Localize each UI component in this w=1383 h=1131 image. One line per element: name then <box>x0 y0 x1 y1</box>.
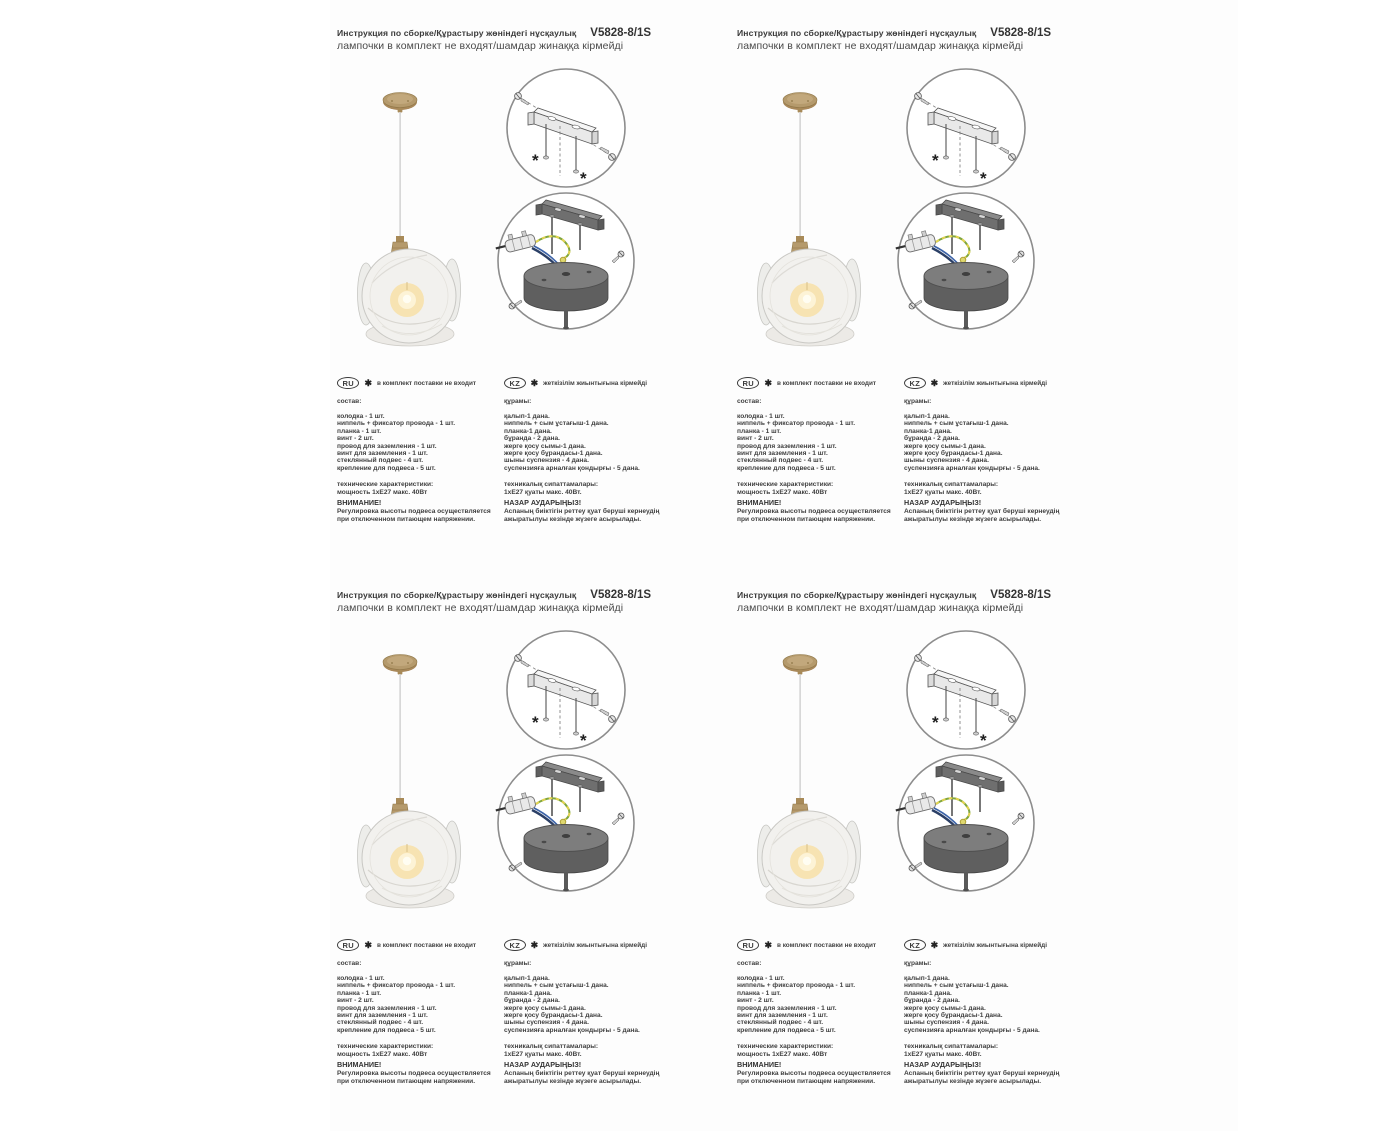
ru-parts-header: состав: <box>737 960 762 967</box>
ru-tech-block <box>337 1043 501 1085</box>
ru-part-item: винт для заземления - 1 шт. <box>737 1012 828 1020</box>
kz-part-item: шыны суспензия - 4 дана. <box>504 457 589 465</box>
bracket-mounting-diagram <box>496 66 636 190</box>
ru-warning-body: Регулировка высоты подвеса осуществляется при отключенном питающем напряжении. <box>337 1070 491 1085</box>
kz-tech-power: 1хЕ27 қуаты макс. 40Вт. <box>904 1050 982 1058</box>
kz-language-badge: KZ <box>504 939 526 951</box>
kz-warning-body: Аспаның биіктігін реттеу қуат беруші кернеудің ажыратылуы кезінде жүзеге асырылады. <box>504 1070 660 1085</box>
ru-part-item: планка - 1 шт. <box>337 989 382 997</box>
asterisk-icon: ✱ <box>364 377 372 388</box>
ru-part-item: винт - 2 шт. <box>737 997 774 1005</box>
pendant-lamp-photo <box>352 68 477 363</box>
ru-part-item: винт - 2 шт. <box>737 435 774 443</box>
kz-tech-header: техникалық сипаттамалары: <box>504 481 599 489</box>
ru-tech-power: мощность 1хЕ27 макс. 40Вт <box>737 488 828 496</box>
ru-part-item: колодка - 1 шт. <box>337 975 385 982</box>
ru-tech-power: мощность 1хЕ27 макс. 40Вт <box>737 1050 828 1058</box>
instruction-sheet <box>730 22 1083 567</box>
kz-not-included-note: жеткізілім жиынтығына кірмейді <box>543 941 647 949</box>
ru-part-item: ниппель + фиксатор провода - 1 шт. <box>737 982 856 990</box>
ru-tech-block <box>337 481 501 523</box>
ru-language-badge: RU <box>337 377 359 389</box>
ru-tech-power: мощность 1хЕ27 макс. 40Вт <box>337 1050 428 1058</box>
kz-parts-header: құрамы: <box>504 960 532 967</box>
wiring-diagram-drawing <box>488 188 644 336</box>
asterisk-mark-2: * <box>980 731 987 750</box>
kz-parts-list <box>504 413 682 472</box>
kz-part-item: планка-1 дана. <box>504 427 552 435</box>
kz-part-item: қалып-1 дана. <box>904 975 950 982</box>
sheet-title: Инструкция по сборке/Құрастыру жөніндегі нұсқаулық <box>737 28 977 38</box>
ru-tech-block <box>737 481 901 523</box>
ru-part-item: винт для заземления - 1 шт. <box>337 1012 428 1020</box>
ru-part-item: ниппель + фиксатор провода - 1 шт. <box>737 420 856 428</box>
kz-tech-block <box>904 481 1082 523</box>
instruction-sheet <box>330 584 683 1129</box>
kz-tech-header: техникалық сипаттамалары: <box>504 1043 599 1051</box>
kz-part-item: планка-1 дана. <box>904 427 952 435</box>
ru-tech-header: технические характеристики: <box>737 481 834 489</box>
ru-part-item: стеклянный подвес - 4 шт. <box>737 457 824 465</box>
ru-warning-body: Регулировка высоты подвеса осуществляется при отключенном питающем напряжении. <box>337 508 491 523</box>
kz-tech-header: техникалық сипаттамалары: <box>904 481 999 489</box>
ru-part-item: стеклянный подвес - 4 шт. <box>337 1019 424 1027</box>
sheet-subtitle: лампочки в комплект не входят/шамдар жинаққа кірмейді <box>737 602 1024 614</box>
asterisk-icon: ✱ <box>364 939 372 950</box>
ru-badge-row <box>337 376 501 390</box>
kz-part-item: ниппель + сым ұстағыш-1 дана. <box>904 982 1009 990</box>
pendant-lamp-drawing <box>352 68 477 363</box>
asterisk-icon: ✱ <box>764 377 772 388</box>
ru-tech-block <box>737 1043 901 1085</box>
kz-part-item: жерге қосу сымы-1 дана. <box>904 1004 986 1012</box>
asterisk-icon: ✱ <box>530 377 539 388</box>
title-row <box>337 27 681 39</box>
title-row <box>737 27 1081 39</box>
canopy-wiring-diagram <box>488 750 644 898</box>
ru-parts-header: состав: <box>337 960 362 967</box>
ru-part-item: винт для заземления - 1 шт. <box>337 450 428 458</box>
kz-parts-list <box>904 413 1082 472</box>
asterisk-mark-2: * <box>980 169 987 188</box>
kz-badge-row <box>904 376 1082 390</box>
kz-column <box>904 376 1082 523</box>
kz-language-badge: KZ <box>904 939 926 951</box>
asterisk-mark-1: * <box>532 151 539 170</box>
sheet-title: Инструкция по сборке/Құрастыру жөніндегі нұсқаулық <box>337 590 577 600</box>
kz-parts-header: құрамы: <box>904 398 932 405</box>
asterisk-mark-1: * <box>932 151 939 170</box>
ru-warning-body: Регулировка высоты подвеса осуществляется при отключенном питающем напряжении. <box>737 508 891 523</box>
kz-parts-header: құрамы: <box>904 960 932 967</box>
model-code: V5828-8/1S <box>590 589 652 601</box>
ru-parts-header: состав: <box>737 398 762 405</box>
kz-badge-row <box>504 376 682 390</box>
ru-part-item: провод для заземления - 1 шт. <box>337 442 437 450</box>
ru-not-included-note: в комплект поставки не входит <box>376 941 477 949</box>
pendant-lamp-drawing <box>752 630 877 925</box>
ru-part-item: винт - 2 шт. <box>337 435 374 443</box>
asterisk-icon: ✱ <box>764 939 772 950</box>
bracket-diagram-drawing <box>896 66 1036 190</box>
ru-parts-header: состав: <box>337 398 362 405</box>
ceiling-canopy <box>783 93 817 113</box>
kz-part-item: бұранда - 2 дана. <box>504 997 560 1005</box>
ru-part-item: стеклянный подвес - 4 шт. <box>737 1019 824 1027</box>
sheet-header <box>337 27 681 52</box>
kz-part-item: бұранда - 2 дана. <box>904 435 960 443</box>
ru-part-item: планка - 1 шт. <box>337 427 382 435</box>
ru-part-item: планка - 1 шт. <box>737 427 782 435</box>
ru-badge-row <box>737 938 901 952</box>
kz-part-item: бұранда - 2 дана. <box>904 997 960 1005</box>
ru-part-item: крепление для подвеса - 5 шт. <box>737 1026 836 1034</box>
bracket-diagram-drawing <box>496 628 636 752</box>
ru-tech-power: мощность 1хЕ27 макс. 40Вт <box>337 488 428 496</box>
kz-badge-row <box>904 938 1082 952</box>
kz-not-included-note: жеткізілім жиынтығына кірмейді <box>943 941 1047 949</box>
kz-part-item: қалып-1 дана. <box>904 413 950 420</box>
asterisk-icon: ✱ <box>930 939 939 950</box>
ru-parts-list <box>337 975 501 1034</box>
canopy-wiring-diagram <box>488 188 644 336</box>
asterisk-icon: ✱ <box>530 939 539 950</box>
kz-part-item: жерге қосу бұрандасы-1 дана. <box>904 450 1003 458</box>
title-row <box>737 589 1081 601</box>
kz-not-included-note: жеткізілім жиынтығына кірмейді <box>943 379 1047 387</box>
ru-part-item: колодка - 1 шт. <box>737 975 785 982</box>
kz-warning-body: Аспаның биіктігін реттеу қуат беруші кернеудің ажыратылуы кезінде жүзеге асырылады. <box>904 508 1060 523</box>
ru-part-item: ниппель + фиксатор провода - 1 шт. <box>337 982 456 990</box>
canopy-wiring-diagram <box>888 188 1044 336</box>
sheet-subtitle: лампочки в комплект не входят/шамдар жинаққа кірмейді <box>337 602 624 614</box>
model-code: V5828-8/1S <box>590 27 652 39</box>
kz-language-badge: KZ <box>904 377 926 389</box>
ru-warning-title: ВНИМАНИЕ! <box>737 1060 782 1070</box>
kz-part-item: қалып-1 дана. <box>504 413 550 420</box>
ru-part-item: винт - 2 шт. <box>337 997 374 1005</box>
ru-parts-list <box>337 413 501 472</box>
sheet-title: Инструкция по сборке/Құрастыру жөніндегі нұсқаулық <box>737 590 977 600</box>
ru-part-item: провод для заземления - 1 шт. <box>737 1004 837 1012</box>
kz-tech-block <box>504 1043 682 1085</box>
instruction-sheet <box>730 584 1083 1129</box>
pendant-lamp-photo <box>752 68 877 363</box>
ru-part-item: стеклянный подвес - 4 шт. <box>337 457 424 465</box>
kz-parts-list <box>904 975 1082 1034</box>
kz-not-included-note: жеткізілім жиынтығына кірмейді <box>543 379 647 387</box>
ru-tech-header: технические характеристики: <box>737 1043 834 1051</box>
pendant-lamp-photo <box>752 630 877 925</box>
pendant-lamp-drawing <box>752 68 877 363</box>
wiring-diagram-drawing <box>888 750 1044 898</box>
ru-warning-title: ВНИМАНИЕ! <box>337 1060 382 1070</box>
kz-part-item: жерге қосу сымы-1 дана. <box>504 1004 586 1012</box>
ru-not-included-note: в комплект поставки не входит <box>376 379 477 387</box>
ru-column <box>737 938 901 1085</box>
bracket-mounting-diagram <box>896 66 1036 190</box>
kz-parts-list <box>504 975 682 1034</box>
kz-part-item: бұранда - 2 дана. <box>504 435 560 443</box>
pendant-lamp-photo <box>352 630 477 925</box>
kz-part-item: суспензияға арналған қондырғы - 5 дана. <box>904 1026 1040 1034</box>
ru-warning-body: Регулировка высоты подвеса осуществляется при отключенном питающем напряжении. <box>737 1070 891 1085</box>
ru-warning-title: ВНИМАНИЕ! <box>737 498 782 508</box>
kz-tech-block <box>904 1043 1082 1085</box>
ru-part-item: провод для заземления - 1 шт. <box>337 1004 437 1012</box>
kz-tech-power: 1хЕ27 қуаты макс. 40Вт. <box>904 488 982 496</box>
ru-language-badge: RU <box>737 939 759 951</box>
ru-part-item: колодка - 1 шт. <box>337 413 385 420</box>
kz-part-item: жерге қосу сымы-1 дана. <box>504 442 586 450</box>
ru-badge-row <box>337 938 501 952</box>
pendant-lamp-drawing <box>352 630 477 925</box>
kz-tech-power: 1хЕ27 қуаты макс. 40Вт. <box>504 1050 582 1058</box>
kz-warning-title: НАЗАР АУДАРЫҢЫЗ! <box>904 498 982 508</box>
ru-badge-row <box>737 376 901 390</box>
kz-part-item: жерге қосу бұрандасы-1 дана. <box>504 450 603 458</box>
kz-warning-title: НАЗАР АУДАРЫҢЫЗ! <box>504 498 582 508</box>
ru-part-item: ниппель + фиксатор провода - 1 шт. <box>337 420 456 428</box>
sheet-header <box>337 589 681 614</box>
ru-language-badge: RU <box>737 377 759 389</box>
ru-part-item: винт для заземления - 1 шт. <box>737 450 828 458</box>
kz-tech-block <box>504 481 682 523</box>
kz-part-item: планка-1 дана. <box>904 989 952 997</box>
kz-warning-body: Аспаның биіктігін реттеу қуат беруші кернеудің ажыратылуы кезінде жүзеге асырылады. <box>504 508 660 523</box>
canopy-wiring-diagram <box>888 750 1044 898</box>
kz-badge-row <box>504 938 682 952</box>
kz-parts-header: құрамы: <box>504 398 532 405</box>
kz-part-item: суспензияға арналған қондырғы - 5 дана. <box>504 1026 640 1034</box>
kz-part-item: шыны суспензия - 4 дана. <box>904 457 989 465</box>
kz-part-item: суспензияға арналған қондырғы - 5 дана. <box>904 464 1040 472</box>
wiring-diagram-drawing <box>488 750 644 898</box>
ru-column <box>737 376 901 523</box>
ru-parts-list <box>737 413 901 472</box>
ru-language-badge: RU <box>337 939 359 951</box>
sheet-header <box>737 27 1081 52</box>
ceiling-canopy <box>383 93 417 113</box>
model-code: V5828-8/1S <box>990 27 1052 39</box>
ru-column <box>337 938 501 1085</box>
kz-part-item: планка-1 дана. <box>504 989 552 997</box>
ru-not-included-note: в комплект поставки не входит <box>776 379 877 387</box>
kz-part-item: шыны суспензия - 4 дана. <box>504 1019 589 1027</box>
kz-language-badge: KZ <box>504 377 526 389</box>
asterisk-mark-1: * <box>532 713 539 732</box>
kz-column <box>904 938 1082 1085</box>
kz-part-item: суспензияға арналған қондырғы - 5 дана. <box>504 464 640 472</box>
ru-tech-header: технические характеристики: <box>337 1043 434 1051</box>
ru-not-included-note: в комплект поставки не входит <box>776 941 877 949</box>
kz-part-item: жерге қосу бұрандасы-1 дана. <box>904 1012 1003 1020</box>
kz-part-item: ниппель + сым ұстағыш-1 дана. <box>904 420 1009 428</box>
kz-part-item: жерге қосу сымы-1 дана. <box>904 442 986 450</box>
sheet-header <box>737 589 1081 614</box>
title-row <box>337 589 681 601</box>
ru-part-item: провод для заземления - 1 шт. <box>737 442 837 450</box>
ceiling-canopy <box>783 655 817 675</box>
kz-part-item: шыны суспензия - 4 дана. <box>904 1019 989 1027</box>
asterisk-mark-2: * <box>580 169 587 188</box>
ru-part-item: крепление для подвеса - 5 шт. <box>337 464 436 472</box>
ru-warning-title: ВНИМАНИЕ! <box>337 498 382 508</box>
kz-part-item: жерге қосу бұрандасы-1 дана. <box>504 1012 603 1020</box>
kz-part-item: ниппель + сым ұстағыш-1 дана. <box>504 982 609 990</box>
bracket-diagram-drawing <box>896 628 1036 752</box>
model-code: V5828-8/1S <box>990 589 1052 601</box>
kz-part-item: ниппель + сым ұстағыш-1 дана. <box>504 420 609 428</box>
asterisk-mark-1: * <box>932 713 939 732</box>
wiring-diagram-drawing <box>888 188 1044 336</box>
ru-part-item: колодка - 1 шт. <box>737 413 785 420</box>
ru-column <box>337 376 501 523</box>
ru-parts-list <box>737 975 901 1034</box>
bracket-mounting-diagram <box>896 628 1036 752</box>
sheet-subtitle: лампочки в комплект не входят/шамдар жинаққа кірмейді <box>337 40 624 52</box>
kz-warning-body: Аспаның биіктігін реттеу қуат беруші кернеудің ажыратылуы кезінде жүзеге асырылады. <box>904 1070 1060 1085</box>
sheet-subtitle: лампочки в комплект не входят/шамдар жинаққа кірмейді <box>737 40 1024 52</box>
ru-part-item: планка - 1 шт. <box>737 989 782 997</box>
ru-tech-header: технические характеристики: <box>337 481 434 489</box>
ru-part-item: крепление для подвеса - 5 шт. <box>737 464 836 472</box>
kz-tech-header: техникалық сипаттамалары: <box>904 1043 999 1051</box>
sheet-title: Инструкция по сборке/Құрастыру жөніндегі нұсқаулық <box>337 28 577 38</box>
kz-column <box>504 938 682 1085</box>
kz-warning-title: НАЗАР АУДАРЫҢЫЗ! <box>504 1060 582 1070</box>
kz-part-item: қалып-1 дана. <box>504 975 550 982</box>
bracket-mounting-diagram <box>496 628 636 752</box>
instruction-sheet <box>330 22 683 567</box>
kz-warning-title: НАЗАР АУДАРЫҢЫЗ! <box>904 1060 982 1070</box>
ceiling-canopy <box>383 655 417 675</box>
asterisk-icon: ✱ <box>930 377 939 388</box>
bracket-diagram-drawing <box>496 66 636 190</box>
kz-column <box>504 376 682 523</box>
kz-tech-power: 1хЕ27 қуаты макс. 40Вт. <box>504 488 582 496</box>
asterisk-mark-2: * <box>580 731 587 750</box>
ru-part-item: крепление для подвеса - 5 шт. <box>337 1026 436 1034</box>
